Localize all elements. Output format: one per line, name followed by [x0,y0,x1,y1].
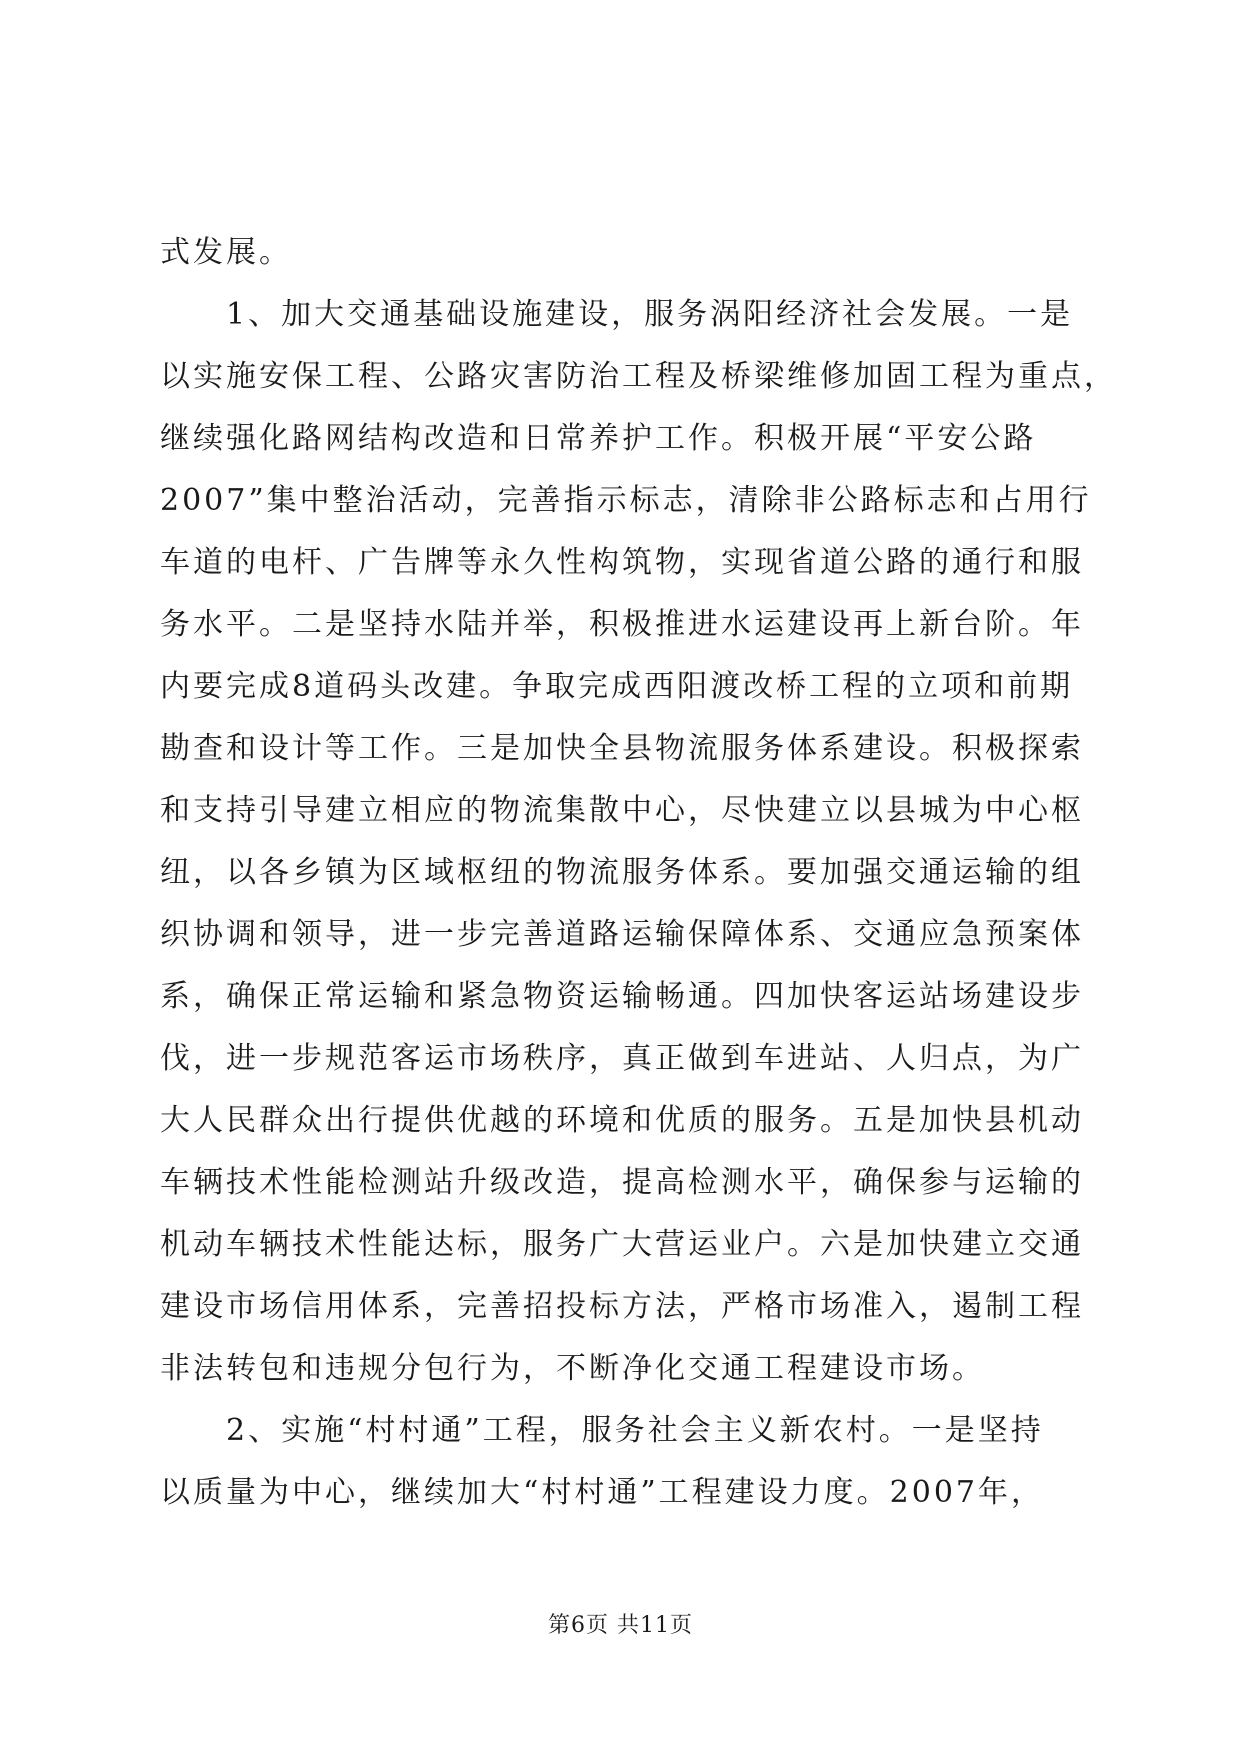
text-line: 和支持引导建立相应的物流集散中心，尽快建立以县城为中心枢 [160,793,1084,828]
text-line: 内要完成8道码头改建。争取完成西阳渡改桥工程的立项和前期 [160,669,1074,704]
text-line: 以质量为中心，继续加大“村村通”工程建设力度。2007年， [160,1475,1045,1510]
text-line: 以实施安保工程、公路灾害防治工程及桥梁维修加固工程为重点， [160,359,1117,394]
text-line: 系，确保正常运输和紧急物资运输畅通。四加快客运站场建设步 [160,979,1084,1014]
text-line: 建设市场信用体系，完善招投标方法，严格市场准入，遏制工程 [160,1289,1084,1324]
text-line: 纽，以各乡镇为区域枢纽的物流服务体系。要加强交通运输的组 [160,855,1084,890]
text-line: 车辆技术性能检测站升级改造，提高检测水平，确保参与运输的 [160,1165,1084,1200]
paragraph-2-first-line: 2、实施“村村通”工程，服务社会主义新农村。一是坚持 [226,1413,1044,1448]
text-line: 大人民群众出行提供优越的环境和优质的服务。五是加快县机动 [160,1103,1084,1138]
document-body [160,232,1117,1534]
text-line: 式发展。 [160,235,292,270]
text-line: 伐，进一步规范客运市场秩序，真正做到车进站、人归点，为广 [160,1041,1084,1076]
page-number-footer: 第6页 共11页 [548,1613,693,1638]
text-line: 非法转包和违规分包行为，不断净化交通工程建设市场。 [160,1351,985,1386]
paragraph-1-first-line: 1、加大交通基础设施建设，服务涡阳经济社会发展。一是 [226,297,1074,332]
text-line: 机动车辆技术性能达标，服务广大营运业户。六是加快建立交通 [160,1227,1084,1262]
text-line: 勘查和设计等工作。三是加快全县物流服务体系建设。积极探索 [160,731,1084,766]
text-line: 车道的电杆、广告牌等永久性构筑物，实现省道公路的通行和服 [160,545,1084,580]
text-line: 继续强化路网结构改造和日常养护工作。积极开展“平安公路 [160,421,1037,456]
text-line: 织协调和领导，进一步完善道路运输保障体系、交通应急预案体 [160,917,1084,952]
text-line: 2007”集中整治活动，完善指示标志，清除非公路标志和占用行 [160,483,1092,518]
text-line: 务水平。二是坚持水陆并举，积极推进水运建设再上新台阶。年 [160,607,1084,642]
